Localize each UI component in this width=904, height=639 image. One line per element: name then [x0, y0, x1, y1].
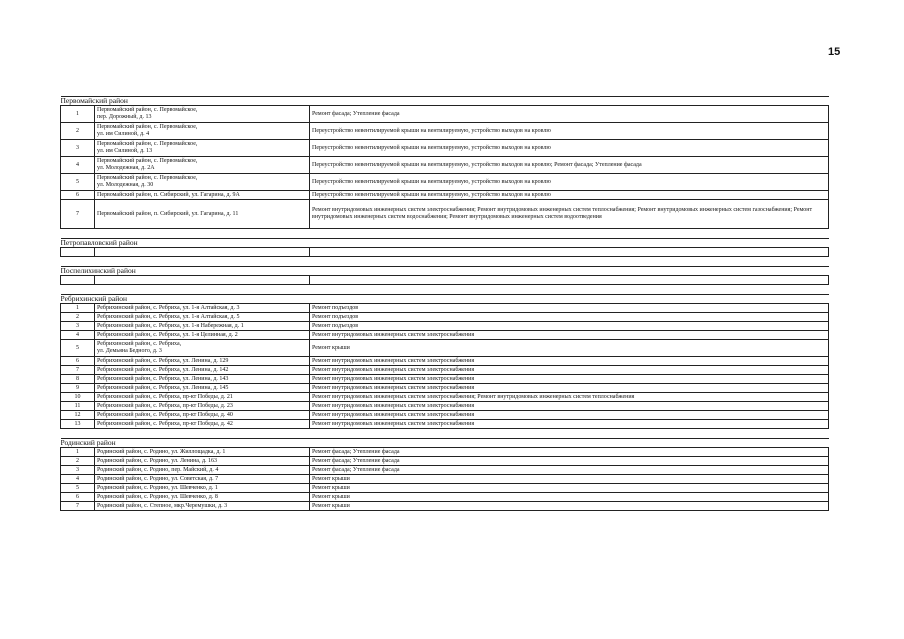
address-line: Ребрихинский район, с. Ребриха, пр-кт Победы, д. 42 [97, 420, 233, 427]
table-row [61, 475, 829, 484]
table-row [61, 411, 829, 420]
row-work: Ремонт внутридомовых инженерных систем электроснабжения; Ремонт внутридомовых инженерных систем теплоснабжения [310, 393, 829, 402]
table-row [61, 384, 829, 393]
table-row [61, 357, 829, 366]
row-number: 6 [61, 493, 95, 502]
address-line: Ребрихинский район, с. Ребриха, ул. Ленина, д. 129 [97, 357, 229, 364]
row-number: 4 [61, 331, 95, 340]
gap-cell [61, 257, 829, 267]
row-address [95, 313, 310, 322]
row-work: Ремонт крыши [310, 475, 829, 484]
row-work: Ремонт внутридомовых инженерных систем электроснабжения [310, 375, 829, 384]
row-address [95, 466, 310, 475]
row-work: Ремонт крыши [310, 493, 829, 502]
row-address [95, 331, 310, 340]
table-row [61, 106, 829, 123]
row-address [95, 420, 310, 429]
table-row [61, 375, 829, 384]
table-row [61, 304, 829, 313]
address-line: Ребрихинский район, с. Ребриха, ул. 1-я Целинная, д. 2 [97, 331, 238, 338]
district-name: Родинский район [61, 439, 829, 448]
row-number: 3 [61, 322, 95, 331]
row-work: Ремонт крыши [310, 340, 829, 357]
row-number: 7 [61, 200, 95, 229]
row-work: Переустройство невентилируемой крыши на вентилируемую, устройство выходов на кровлю; Ремонт фасада; Утепление фасада [310, 157, 829, 174]
row-number: 1 [61, 448, 95, 457]
row-number: 7 [61, 502, 95, 511]
empty-cell [310, 276, 829, 285]
row-address [95, 384, 310, 393]
row-number: 5 [61, 340, 95, 357]
district-header [61, 295, 829, 304]
table-row [61, 313, 829, 322]
empty-cell [61, 248, 95, 257]
row-work: Переустройство невентилируемой крыши на вентилируемую, устройство выходов на кровлю [310, 140, 829, 157]
address-line: ул. Молодежная, д. 2А [97, 165, 155, 171]
address-line: ул. им Силиной, д. 4 [97, 131, 150, 137]
address-line: Ребрихинский район, с. Ребриха, ул. Ленина, д. 142 [97, 366, 229, 373]
address-line: Первомайский район, с. Первомайское, [97, 124, 198, 130]
address-line: Первомайский район, п. Сибирский, ул. Гагарина, д. 11 [97, 210, 239, 217]
district-name: Петропавловский район [61, 239, 829, 248]
page-number: 15 [828, 46, 841, 58]
row-address [95, 448, 310, 457]
table-row [61, 493, 829, 502]
row-number: 5 [61, 174, 95, 191]
address-line: Ребрихинский район, с. Ребриха, пр-кт Победы, д. 40 [97, 411, 233, 418]
table-body [61, 97, 829, 511]
row-address [95, 304, 310, 313]
row-work: Ремонт фасада; Утепление фасада [310, 457, 829, 466]
row-work: Ремонт внутридомовых инженерных систем электроснабжения [310, 420, 829, 429]
address-line: Первомайский район, п. Сибирский, ул. Гагарина, д. 9А [97, 191, 240, 198]
row-work: Ремонт фасада; Утепление фасада [310, 466, 829, 475]
table-row [61, 191, 829, 200]
address-line: ул. им Силиной, д. 13 [97, 148, 153, 154]
row-address [95, 140, 310, 157]
row-number: 10 [61, 393, 95, 402]
row-work: Ремонт внутридомовых инженерных систем электроснабжения [310, 402, 829, 411]
address-line: Ребрихинский район, с. Ребриха, пр-кт Победы, д. 21 [97, 393, 233, 400]
row-address [95, 493, 310, 502]
table-row [61, 123, 829, 140]
row-number: 4 [61, 475, 95, 484]
repair-program-table-container [60, 96, 828, 511]
row-address [95, 502, 310, 511]
row-address [95, 191, 310, 200]
row-address [95, 174, 310, 191]
table-row [61, 484, 829, 493]
row-address [95, 106, 310, 123]
row-address [95, 366, 310, 375]
address-line: ул. Молодежная, д. 30 [97, 182, 154, 188]
row-work: Ремонт внутридомовых инженерных систем электроснабжения [310, 411, 829, 420]
table-row [61, 402, 829, 411]
row-address [95, 200, 310, 229]
gap-cell [61, 429, 829, 439]
table-row [61, 457, 829, 466]
row-work: Переустройство невентилируемой крыши на вентилируемую, устройство выходов на кровлю [310, 123, 829, 140]
row-address [95, 484, 310, 493]
row-work: Ремонт внутридомовых инженерных систем электроснабжения [310, 366, 829, 375]
district-gap [61, 285, 829, 295]
district-name: Поспелихинский район [61, 267, 829, 276]
district-header [61, 267, 829, 276]
district-header [61, 439, 829, 448]
address-line: Родинский район, с. Родино, ул. Шевченко, д. 8 [97, 493, 218, 500]
row-number: 4 [61, 157, 95, 174]
row-number: 6 [61, 191, 95, 200]
row-work: Ремонт подъездов [310, 304, 829, 313]
row-work: Переустройство невентилируемой крыши на вентилируемую, устройство выходов на кровлю [310, 174, 829, 191]
row-address [95, 357, 310, 366]
repair-program-table [60, 96, 829, 511]
empty-cell [310, 248, 829, 257]
district-gap [61, 429, 829, 439]
row-address [95, 123, 310, 140]
district-gap [61, 257, 829, 267]
row-work: Ремонт подъездов [310, 322, 829, 331]
address-line: Родинский район, с. Родино, ул. Ленина, д. 163 [97, 457, 217, 464]
row-number: 12 [61, 411, 95, 420]
table-row [61, 340, 829, 357]
table-row [61, 157, 829, 174]
row-address [95, 457, 310, 466]
row-number: 6 [61, 357, 95, 366]
table-row [61, 366, 829, 375]
district-name: Первомайский район [61, 97, 829, 106]
address-line: Первомайский район, с. Первомайское, [97, 107, 198, 113]
row-number: 3 [61, 466, 95, 475]
district-header [61, 239, 829, 248]
row-work: Ремонт крыши [310, 484, 829, 493]
row-work: Переустройство невентилируемой крыши на вентилируемую, устройство выходов на кровлю [310, 191, 829, 200]
row-address [95, 157, 310, 174]
table-row [61, 200, 829, 229]
row-number: 2 [61, 313, 95, 322]
row-address [95, 475, 310, 484]
address-line: Ребрихинский район, с. Ребриха, ул. Ленина, д. 143 [97, 375, 229, 382]
row-number: 13 [61, 420, 95, 429]
table-row [61, 174, 829, 191]
address-line: Первомайский район, с. Первомайское, [97, 175, 198, 181]
row-work: Ремонт фасада; Утепление фасада [310, 106, 829, 123]
empty-cell [61, 276, 95, 285]
row-number: 1 [61, 304, 95, 313]
empty-cell [95, 248, 310, 257]
row-address [95, 322, 310, 331]
row-number: 8 [61, 375, 95, 384]
row-address [95, 402, 310, 411]
row-number: 11 [61, 402, 95, 411]
address-line: Ребрихинский район, с. Ребриха, ул. 1-я Алтайская, д. 5 [97, 313, 240, 320]
row-work: Ремонт внутридомовых инженерных систем электроснабжения [310, 331, 829, 340]
table-row [61, 466, 829, 475]
address-line: Ребрихинский район, с. Ребриха, ул. 1-я Алтайская, д. 3 [97, 304, 240, 311]
row-work: Ремонт внутридомовых инженерных систем электроснабжения; Ремонт внутридомовых инженерных систем теплоснабжения; Ремонт внутридомовых инженерных систем газоснабжения; Ремонт внутридомовых инженерных систем водоснабжения; Ремонт внутридомовых инженерных систем водоотведения [310, 200, 829, 229]
row-number: 3 [61, 140, 95, 157]
table-row [61, 140, 829, 157]
empty-cell [95, 276, 310, 285]
row-number: 9 [61, 384, 95, 393]
row-number: 2 [61, 457, 95, 466]
gap-cell [61, 229, 829, 239]
row-work: Ремонт фасада; Утепление фасада [310, 448, 829, 457]
row-work: Ремонт крыши [310, 502, 829, 511]
table-row [61, 322, 829, 331]
row-address [95, 375, 310, 384]
address-line: Ребрихинский район, с. Ребриха, ул. Ленина, д. 145 [97, 384, 229, 391]
district-header [61, 97, 829, 106]
empty-row [61, 248, 829, 257]
row-number: 2 [61, 123, 95, 140]
empty-row [61, 276, 829, 285]
row-work: Ремонт подъездов [310, 313, 829, 322]
address-line: ул. Демьяна Бедного, д. 3 [97, 348, 162, 354]
gap-cell [61, 285, 829, 295]
row-address [95, 393, 310, 402]
address-line: Ребрихинский район, с. Ребриха, пр-кт Победы, д. 23 [97, 402, 233, 409]
district-name: Ребрихинский район [61, 295, 829, 304]
table-row [61, 331, 829, 340]
row-work: Ремонт внутридомовых инженерных систем электроснабжения [310, 384, 829, 393]
table-row [61, 448, 829, 457]
row-number: 5 [61, 484, 95, 493]
district-gap [61, 229, 829, 239]
address-line: Родинский район, с. Родино, пер. Майский, д. 4 [97, 466, 219, 473]
address-line: пер. Дорожный, д. 13 [97, 114, 152, 120]
table-row [61, 502, 829, 511]
row-number: 7 [61, 366, 95, 375]
address-line: Ребрихинский район, с. Ребриха, ул. 1-я Набережная, д. 1 [97, 322, 244, 329]
row-address [95, 411, 310, 420]
row-address [95, 340, 310, 357]
address-line: Родинский район, с. Родино, ул. Советская, д. 7 [97, 475, 219, 482]
address-line: Родинский район, с. Родино, ул. Шевченко, д. 1 [97, 484, 218, 491]
row-number: 1 [61, 106, 95, 123]
address-line: Родинский район, с. Степное, мкр.Черемушки, д. 3 [97, 502, 228, 509]
address-line: Родинский район, с. Родино, ул. Жиллощадка, д. 1 [97, 448, 226, 455]
address-line: Ребрихинский район, с. Ребриха, [97, 341, 182, 347]
table-row [61, 393, 829, 402]
address-line: Первомайский район, с. Первомайское, [97, 141, 198, 147]
row-work: Ремонт внутридомовых инженерных систем электроснабжения [310, 357, 829, 366]
address-line: Первомайский район, с. Первомайское, [97, 158, 198, 164]
table-row [61, 420, 829, 429]
